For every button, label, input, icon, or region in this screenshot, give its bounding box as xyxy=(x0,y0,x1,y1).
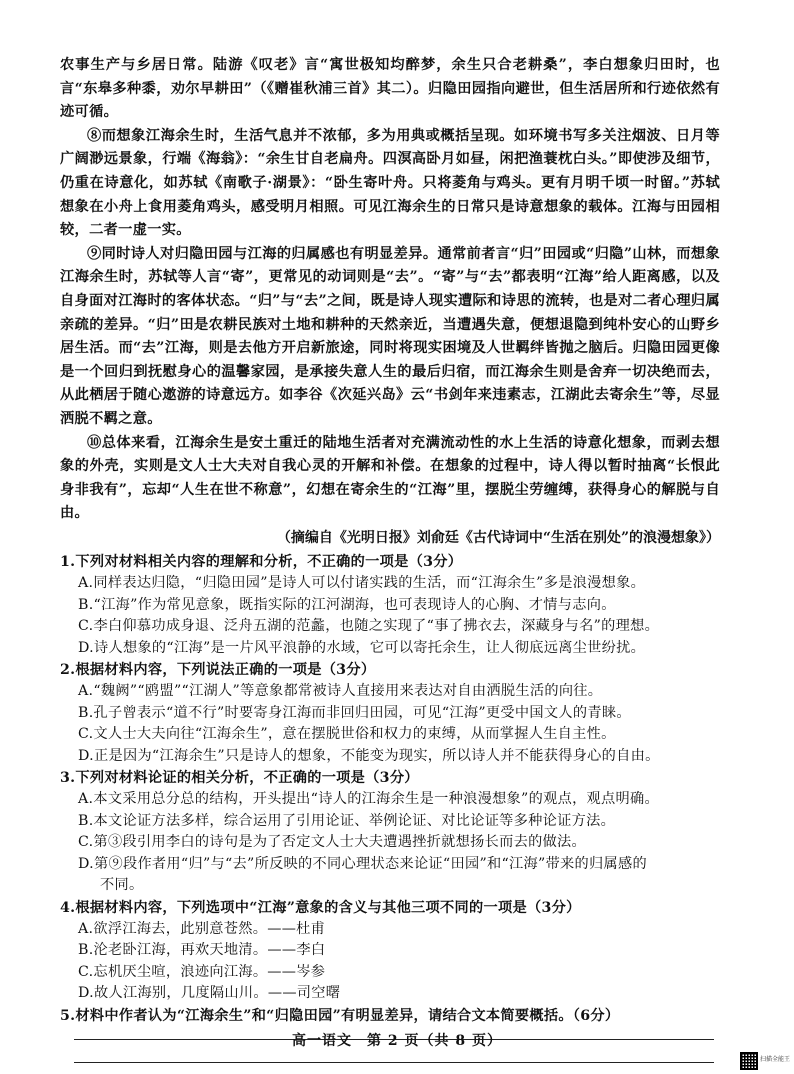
option-a: A.“魏阙”“鸥盟”“江湖人”等意象都常被诗人直接用来表达对自由洒脱生活的向往。 xyxy=(78,683,603,700)
option-d: D.正是因为“江海余生”只是诗人的想象，不能变为现实，所以诗人并不能获得身心的自由。 xyxy=(78,747,660,764)
option-a: A.本文采用总分总的结构，开头提出“诗人的江海余生是一种浪漫想象”的观点，观点明确。 xyxy=(78,791,659,808)
scanner-watermark: 扫描全能王 xyxy=(759,1056,790,1063)
option-c: C.忘机厌尘喧，浪迹向江海。——岑参 xyxy=(78,963,326,980)
source-citation: （摘编自《光明日报》刘俞廷《古代诗词中“生活在别处”的浪漫想象》） xyxy=(276,529,720,546)
question-stem: 2.根据材料内容，下列说法正确的一项是（3分） xyxy=(60,662,376,679)
paragraph-10: ⑩总体来看，江海余生是安土重迁的陆地生活者对充满流动性的水上生活的诗意化想象，而剥去想象的外壳，实则是文人士大夫对自我心灵的开解和补偿。在想象的过程中，诗人得以暂时抽离“长恨此身非我有”，忘却“人生在世不称意”，幻想在寄余生的“江海”里，摆脱尘劳缠缚，获得身心的解脱与自由。 xyxy=(60,434,720,522)
question-3 xyxy=(60,767,720,897)
document-body xyxy=(60,54,720,1063)
scanner-qr-icon xyxy=(740,1052,758,1070)
option-a: A.同样表达归隐，“归隐田园”是诗人可以付诸实践的生活，而“江海余生”多是浪漫想象。 xyxy=(78,575,646,592)
paragraph-7-tail: 农事生产与乡居日常。陆游《叹老》言“寓世极知均醉梦，余生只合老耕桑”，李白想象归田时，也言“东皋多种黍，劝尔早耕田”（《赠崔秋浦三首》其二）。归隐田园指向避世，但生活居所和行迹依然有迹可循。 xyxy=(60,57,720,121)
questions xyxy=(60,551,720,1063)
paragraph-9: ⑨同时诗人对归隐田园与江海的归属感也有明显差异。通常前者言“归”田园或“归隐”山林，而想象江海余生时，苏轼等人言“寄”，更常见的动词则是“去”。“寄”与“去”都表明“江海”给人距离感，以及自身面对江海时的客体状态。“归”与“去”之间，既是诗人现实遭际和诗思的流转，也是对二者心理归属亲疏的差异。“归”田是农耕民族对土地和耕种的天然亲近，当遭遇失意，便想退隐到纯朴安心的山野乡居生活。而“去”江海，则是去他方开启新旅途，同时将现实困境及人世羁绊皆抛之脑后。归隐田园更像是一个回归到抚慰身心的温馨家园，是承接失意人生的最后归宿，而江海余生则是舍弃一切决绝而去，从此栖居于随心遨游的诗意远方。如李谷《次延兴岛》云“书剑年来违素志，江湖此去寄余生”等，尽显洒脱不羁之意。 xyxy=(60,245,720,427)
option-b: B.“江海”作为常见意象，既指实际的江河湖海，也可表现诗人的心胸、才情与志向。 xyxy=(78,596,616,613)
option-c: C.第③段引用李白的诗句是为了否定文人士大夫遭遇挫折就想扬长而去的做法。 xyxy=(78,834,587,851)
question-stem: 5.材料中作者认为“江海余生”和“归隐田园”有明显差异，请结合文本简要概括。（6分） xyxy=(60,1007,620,1024)
option-d xyxy=(78,854,720,897)
option-d-line-1: D.第⑨段作者用“归”与“去”所反映的不同心理状态来论证“田园”和“江海”带来的归属感的 xyxy=(78,855,647,872)
option-b: B.本文论证方法多样，综合运用了引用论证、举例论证、对比论证等多种论证方法。 xyxy=(78,812,616,829)
option-a: A.欲浮江海去，此别意苍然。——杜甫 xyxy=(78,920,326,937)
page-footer: 高一语文 第 2 页（共 8 页） xyxy=(292,1033,502,1049)
option-c: C.文人士大夫向往“江海余生”，意在摆脱世俗和权力的束缚，从而掌握人生自主性。 xyxy=(78,726,616,743)
option-b: B.沦老卧江海，再欢天地清。——李白 xyxy=(78,942,326,959)
question-stem: 1.下列对材料相关内容的理解和分析，不正确的一项是（3分） xyxy=(60,554,463,571)
question-2 xyxy=(60,659,720,767)
option-d: D.诗人想象的“江海”是一片风平浪静的水域，它可以寄托余生，让人彻底远离尘世纷扰。 xyxy=(78,639,646,656)
option-b: B.孔子曾表示“道不行”时要寄身江海而非回归田园，可见“江海”更受中国文人的青睐。 xyxy=(78,704,631,721)
option-c: C.李白仰慕功成身退、泛舟五湖的范蠡，也随之实现了“事了拂衣去，深藏身与名”的理想。 xyxy=(78,618,660,635)
question-4 xyxy=(60,897,720,1005)
question-1 xyxy=(60,551,720,659)
option-d-line-2: 不同。 xyxy=(100,877,144,894)
answer-line[interactable] xyxy=(74,1062,714,1063)
question-stem: 4.根据材料内容，下列选项中“江海”意象的含义与其他三项不同的一项是（3分） xyxy=(60,899,581,916)
paragraph-8: ⑧而想象江海余生时，生活气息并不浓郁，多为用典或概括呈现。如环境书写多关注烟波、日月等广阔渺远景象，行端《海翁》：“余生甘自老扁舟。四溟高卧月如昼，闲把渔蓑枕白头。”即使涉及细节，仍重在诗意化，如苏轼《南歌子·湖景》：“卧生寄叶舟。只将菱角与鸡头。更有月明千顷一时留。”苏轼想象在小舟上食用菱角鸡头，感受明月相照。可见江海余生的日常只是诗意想象的载体。江海与田园相较，二者一虚一实。 xyxy=(60,127,720,239)
question-stem: 3.下列对材料论证的相关分析，不正确的一项是（3分） xyxy=(60,770,419,787)
option-d: D.故人江海别，几度隔山川。——司空曙 xyxy=(78,985,341,1002)
